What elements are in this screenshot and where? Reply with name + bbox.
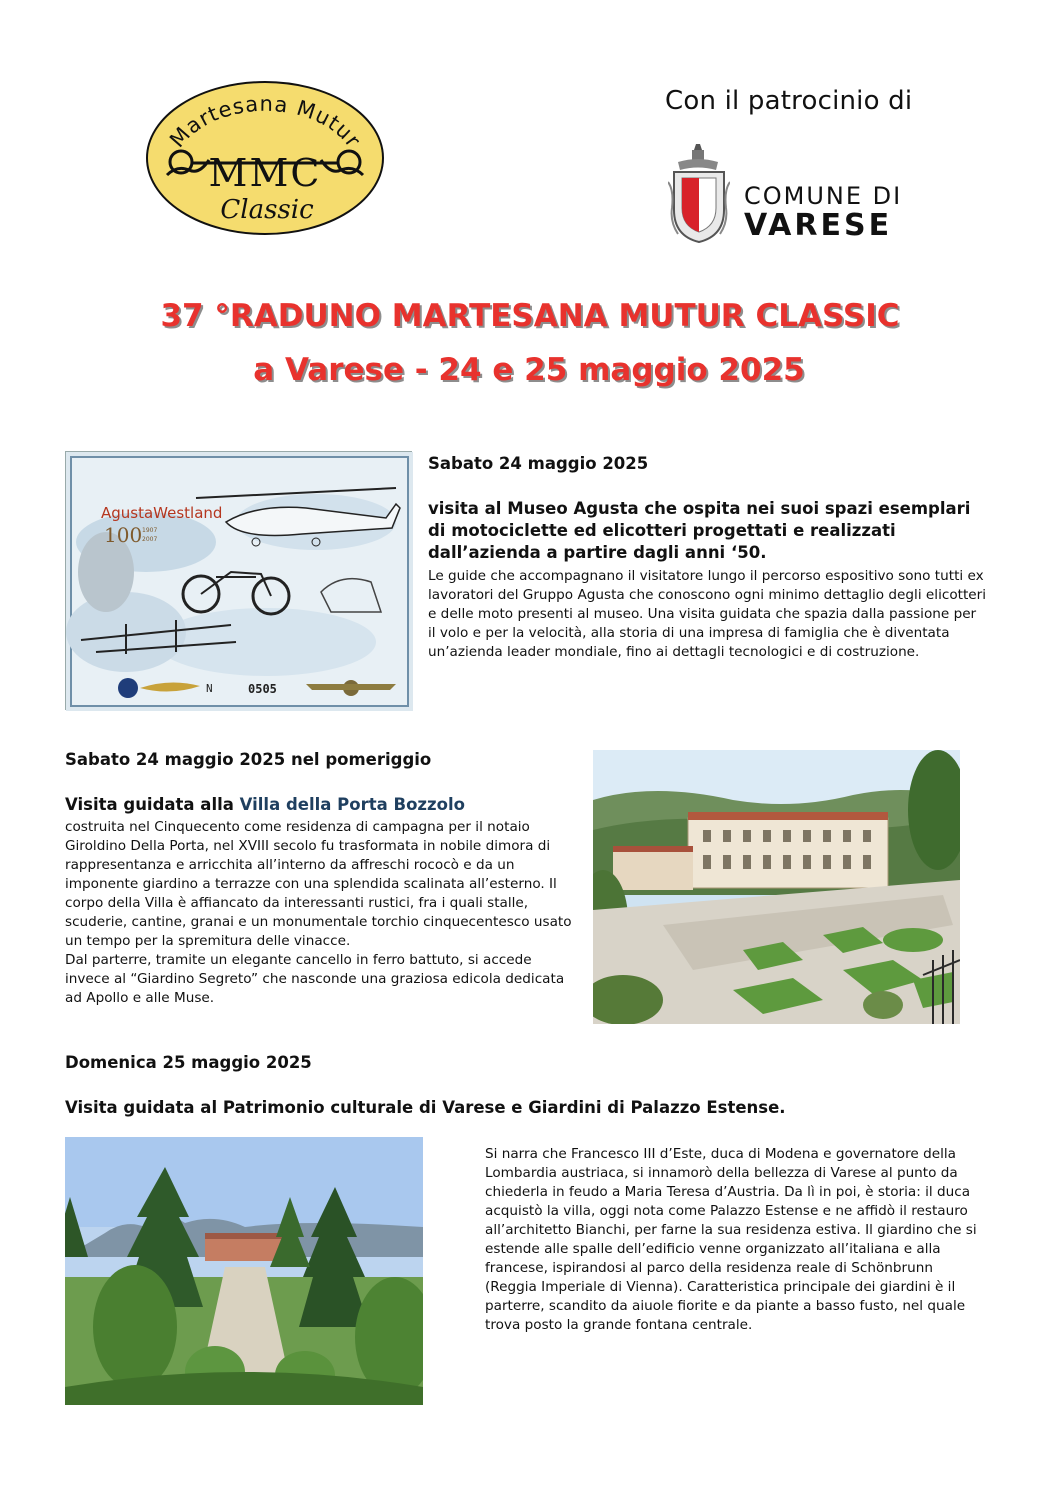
section2-body-paragraph1: costruita nel Cinquecento come residenza di campagna per il notaio Giroldino Della Porta, nel XVIII secolo fu trasformata in nobile dimora di rappresentanza e arricchita all’interno da affreschi rococò e da un imponente giardino a terrazze con una splendida scalinata all’esterno. Il corpo della Villa è affiancato da interessanti rustici, fra i quali stalle, scuderie, cantine, granai e un monumentale torchio cinquecentesco usato un tempo per la spremitura delle vinacce. <box>65 819 572 949</box>
section2-heading-villa: Villa della Porta Bozzolo <box>239 795 465 814</box>
logo-subtitle: Classic <box>220 195 314 225</box>
section1-lead: visita al Museo Agusta che ospita nei suoi spazi esemplari di motociclette ed elicotteri progettati e realizzati dall’azienda a partire dagli anni ‘50. <box>428 499 971 562</box>
section3-date: Domenica 25 maggio 2025 <box>65 1053 312 1072</box>
section2-heading-prefix: Visita guidata alla <box>65 795 240 814</box>
section3-body: Si narra che Francesco III d’Este, duca di Modena e governatore della Lombardia austriaca, si innamorò della bellezza di Varese al punto da chiederla in feudo a Maria Teresa d’Austria. Da lì in poi, è storia: il duca acquistò la villa, oggi nota come Palazzo Estense e ne affidò il restauro all’architetto Bianchi, per farne la sua residenza estiva. Il giardino che si estende alle spalle dell’edificio venne organizzato all’italiana e alla francese, ispirandosi al parco della residenza reale di Schönbrunn (Reggia Imperiale di Vienna). Caratteristica principale dei giardini è il parterre, scandito da aiuole fiorite e da piante a basso fusto, nel quale trova posto la grande fontana centrale. <box>485 1146 977 1333</box>
varese-coat-of-arms-icon <box>668 140 730 250</box>
agusta-years-top: 1907 <box>142 527 158 534</box>
villa-della-porta-bozzolo-photo <box>593 750 960 1024</box>
agusta-museum-ticket-image <box>65 451 412 710</box>
ticket-number: 0505 <box>248 682 277 696</box>
section1-body: Le guide che accompagnano il visitatore lungo il percorso espositivo sono tutti ex lavoratori del Gruppo Agusta che conoscono ogni minimo dettaglio degli elicotteri e delle moto presenti al museo. Una visita guidata che spazia dalla passione per il volo e per la velocità, alla storia di una impresa di famiglia che è diventata un’azienda leader mondiale, fino ai dettagli tecnologici e di costruzione. <box>428 568 987 660</box>
section2-date: Sabato 24 maggio 2025 nel pomeriggio <box>65 750 432 769</box>
ticket-prefix: N <box>206 682 213 695</box>
palazzo-estense-gardens-photo <box>65 1137 423 1405</box>
logo-club-name: Martesana Mutur <box>164 91 366 153</box>
page-title-line2: a Varese - 24 e 25 maggio 2025 <box>253 352 805 388</box>
comune-line2: VARESE <box>744 208 893 243</box>
section3-heading: Visita guidata al Patrimonio culturale di Varese e Giardini di Palazzo Estense. <box>65 1098 786 1117</box>
section2-heading <box>65 795 465 814</box>
agusta-years-bottom: 2007 <box>142 536 158 543</box>
comune-varese-logo <box>668 140 928 250</box>
page-title-line1: 37 °RADUNO MARTESANA MUTUR CLASSIC <box>160 298 900 334</box>
patronage-label: Con il patrocinio di <box>665 86 913 116</box>
section1-date: Sabato 24 maggio 2025 <box>428 454 649 473</box>
agusta-anniversary: 100 <box>104 523 143 547</box>
logo-monogram: MMC <box>208 151 322 195</box>
comune-line1: COMUNE DI <box>744 182 903 210</box>
agusta-brand-text: AgustaWestland <box>101 504 223 522</box>
section2-body-paragraph2: Dal parterre, tramite un elegante cancello in ferro battuto, si accede invece al “Giardino Segreto” che nasconde una graziosa edicola dedicata ad Apollo e alle Muse. <box>65 952 565 1006</box>
section2-body <box>65 818 580 1008</box>
martesana-logo <box>145 80 385 235</box>
